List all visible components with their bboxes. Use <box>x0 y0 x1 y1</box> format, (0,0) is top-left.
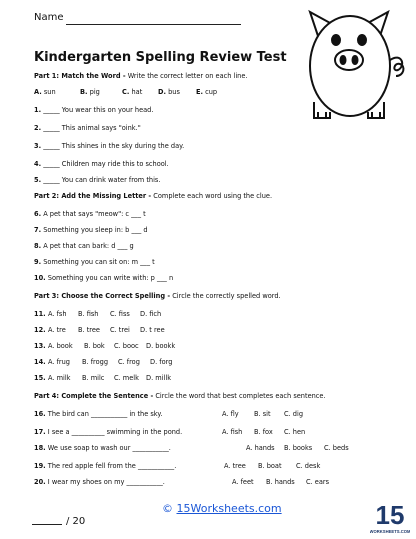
q14-option-d[interactable]: D. forg <box>150 358 173 366</box>
q13-option-d[interactable]: D. bookk <box>146 342 176 350</box>
part1-heading: Part 1: Match the Word - <box>34 72 126 80</box>
logo-text: WORKSHEETS.COM <box>370 529 410 534</box>
question-1[interactable]: 1. _____ You wear this on your head. <box>34 106 154 114</box>
question-19: 19. The red apple fell from the ___________. <box>34 462 177 470</box>
copyright-symbol: © <box>162 502 173 515</box>
q15-option-d[interactable]: D. millk <box>146 374 172 382</box>
pig-icon <box>296 6 414 124</box>
question-12: 12. <box>34 326 46 334</box>
part2-heading: Part 2: Add the Missing Letter - <box>34 192 152 200</box>
q15-option-b[interactable]: B. milc <box>82 374 105 382</box>
part3-heading-line <box>34 292 281 300</box>
option-a: A. sun <box>34 88 56 96</box>
q17-option-b[interactable]: B. fox <box>254 428 273 436</box>
part2-instruction: Complete each word using the clue. <box>153 192 273 200</box>
part3-heading: Part 3: Choose the Correct Spelling - <box>34 292 171 300</box>
site-name: 15Worksheets.com <box>176 502 282 515</box>
option-d: D. bus <box>158 88 180 96</box>
part3-instruction: Circle the correctly spelled word. <box>172 292 281 300</box>
question-17: 17. I see a __________ swimming in the pond. <box>34 428 183 436</box>
question-9[interactable]: 9. Something you can sit on: m ___ t <box>34 258 155 266</box>
question-13: 13. <box>34 342 46 350</box>
question-7[interactable]: 7. Something you sleep in: b ___ d <box>34 226 148 234</box>
question-20: 20. I wear my shoes on my ___________. <box>34 478 165 486</box>
question-3[interactable]: 3. _____ This shines in the sky during the day. <box>34 142 185 150</box>
worksheets-logo-icon <box>370 496 410 536</box>
q18-option-a[interactable]: A. hands <box>246 444 275 452</box>
q12-option-a[interactable]: A. tre <box>48 326 66 334</box>
part2-heading-line <box>34 192 272 200</box>
q12-option-c[interactable]: C. trei <box>110 326 130 334</box>
q17-option-c[interactable]: C. hen <box>284 428 306 436</box>
q20-option-a[interactable]: A. feet <box>232 478 254 486</box>
q11-option-a[interactable]: A. fsh <box>48 310 67 318</box>
q16-option-c[interactable]: C. dig <box>284 410 303 418</box>
question-18: 18. We use soap to wash our ___________. <box>34 444 171 452</box>
q19-option-c[interactable]: C. desk <box>296 462 321 470</box>
q12-option-b[interactable]: B. tree <box>78 326 100 334</box>
question-10[interactable]: 10. Something you can write with: p ___ n <box>34 274 174 282</box>
score-field-line[interactable] <box>32 524 62 525</box>
question-8[interactable]: 8. A pet that can bark: d ___ g <box>34 242 134 250</box>
q20-option-b[interactable]: B. hands <box>266 478 295 486</box>
q11-option-c[interactable]: C. fiss <box>110 310 130 318</box>
question-2[interactable]: 2. _____ This animal says "oink." <box>34 124 141 132</box>
q13-option-c[interactable]: C. booc <box>114 342 139 350</box>
question-14: 14. <box>34 358 46 366</box>
question-15: 15. <box>34 374 46 382</box>
q14-option-c[interactable]: C. frog <box>118 358 140 366</box>
question-6[interactable]: 6. A pet that says "meow": c ___ t <box>34 210 146 218</box>
q19-option-a[interactable]: A. tree <box>224 462 246 470</box>
q14-option-a[interactable]: A. frug <box>48 358 70 366</box>
name-label: Name <box>34 12 64 23</box>
q12-option-d[interactable]: D. t ree <box>140 326 165 334</box>
q13-option-a[interactable]: A. book <box>48 342 73 350</box>
part4-instruction: Circle the word that best completes each sentence. <box>155 392 326 400</box>
option-b: B. pig <box>80 88 100 96</box>
site-link[interactable] <box>162 502 282 515</box>
option-c: C. hat <box>122 88 143 96</box>
part1-instruction: Write the correct letter on each line. <box>127 72 248 80</box>
score-total: / 20 <box>66 516 86 527</box>
logo-number: 15 <box>375 500 405 530</box>
part1-heading-line <box>34 72 248 80</box>
q15-option-c[interactable]: C. melk <box>114 374 139 382</box>
part4-heading: Part 4: Complete the Sentence - <box>34 392 154 400</box>
worksheet-title: Kindergarten Spelling Review Test <box>34 50 287 65</box>
name-field-line[interactable] <box>66 24 241 25</box>
q18-option-b[interactable]: B. books <box>284 444 313 452</box>
q19-option-b[interactable]: B. boat <box>258 462 282 470</box>
q14-option-b[interactable]: B. frogg <box>82 358 109 366</box>
q17-option-a[interactable]: A. fish <box>222 428 243 436</box>
q11-option-b[interactable]: B. fish <box>78 310 99 318</box>
question-5[interactable]: 5. _____ You can drink water from this. <box>34 176 161 184</box>
part4-heading-line <box>34 392 326 400</box>
question-4[interactable]: 4. _____ Children may ride this to school. <box>34 160 169 168</box>
q18-option-c[interactable]: C. beds <box>324 444 349 452</box>
question-11: 11. <box>34 310 46 318</box>
option-e: E. cup <box>196 88 218 96</box>
question-16: 16. The bird can ___________ in the sky. <box>34 410 163 418</box>
q11-option-d[interactable]: D. fich <box>140 310 162 318</box>
q13-option-b[interactable]: B. bok <box>84 342 105 350</box>
q16-option-b[interactable]: B. sit <box>254 410 271 418</box>
q20-option-c[interactable]: C. ears <box>306 478 330 486</box>
q15-option-a[interactable]: A. milk <box>48 374 71 382</box>
q16-option-a[interactable]: A. fly <box>222 410 239 418</box>
